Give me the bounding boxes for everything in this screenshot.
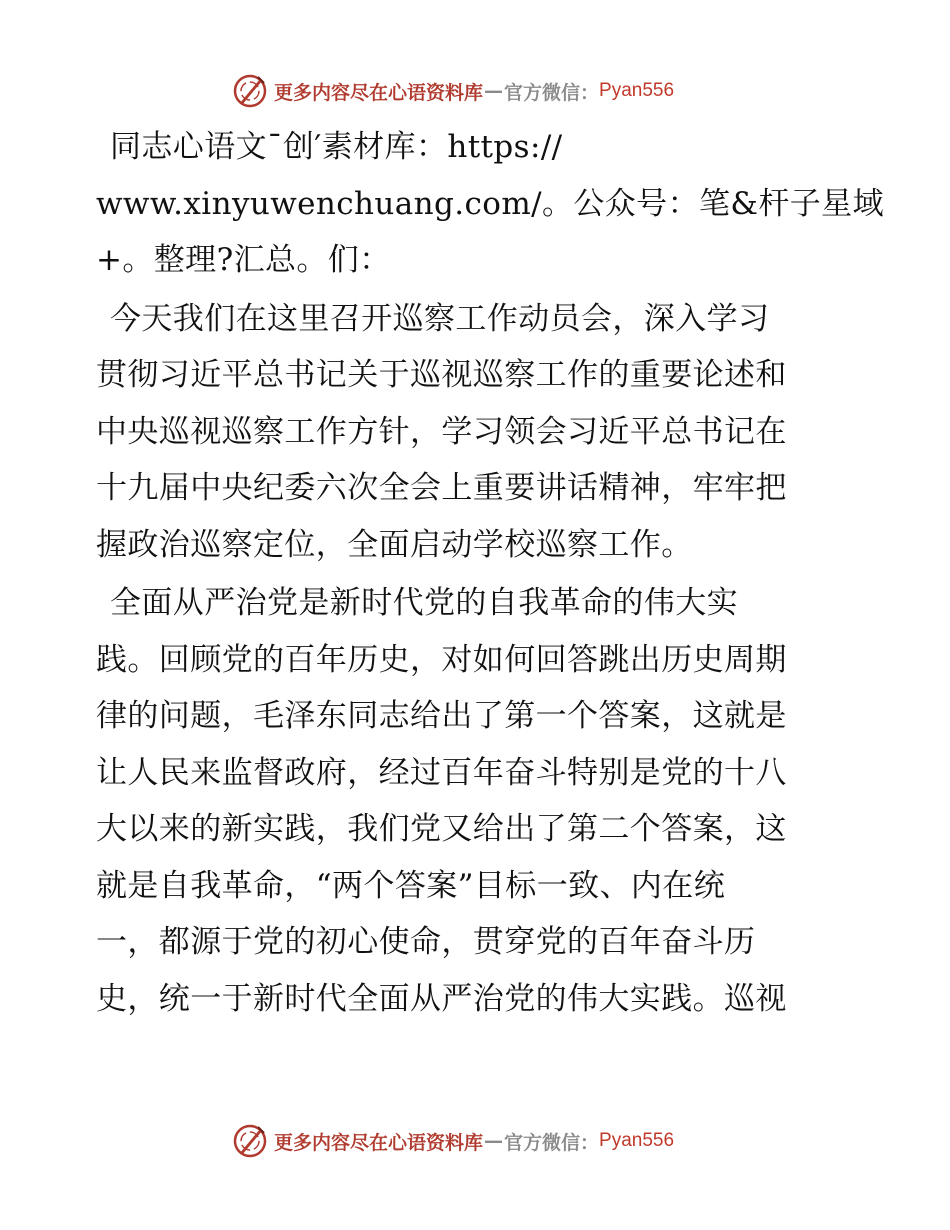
text-line: 大以来的新实践，我们党又给出了第二个答案，这 bbox=[96, 811, 787, 847]
text-line: 今天我们在这里召开巡察工作动员会，深入学习 bbox=[110, 300, 770, 337]
banner-wechat-id: Pyan556 bbox=[599, 80, 675, 101]
banner-text: 更多内容尽在心语资料库 bbox=[274, 1131, 484, 1154]
banner-text: 更多内容尽在心语资料库 bbox=[274, 81, 484, 104]
text-line: 史，统一于新时代全面从严治党的伟大实践。巡视 bbox=[96, 980, 787, 1017]
text-line: 贯彻习近平总书记关于巡视巡察工作的重要论述和 bbox=[96, 357, 787, 393]
text-line: 中央巡视巡察工作方针，学习领会习近平总书记在 bbox=[96, 413, 787, 450]
text-line: 律的问题，毛泽东同志给出了第一个答案，这就是 bbox=[96, 698, 787, 734]
text-line: 握政治巡察定位，全面启动学校巡察工作。 bbox=[96, 526, 693, 563]
document-body bbox=[96, 119, 884, 1029]
banner-separator: — bbox=[484, 1130, 504, 1152]
banner-wechat-label: 官方微信： bbox=[504, 81, 600, 104]
text-line: 同志心语文¯创′素材库：https:// bbox=[110, 129, 563, 165]
paragraph-source-note bbox=[96, 119, 884, 289]
text-line: 十九届中央纪委六次全会上重要讲话精神，牢牢把 bbox=[96, 470, 787, 506]
text-line: 让人民来监督政府，经过百年奋斗特别是党的十八 bbox=[96, 754, 787, 791]
text-line: 践。回顾党的百年历史，对如何回答跳出历史周期 bbox=[96, 641, 787, 678]
banner-separator: — bbox=[484, 80, 504, 102]
banner-wechat-label: 官方微信： bbox=[504, 1131, 600, 1154]
footer-banner bbox=[232, 1121, 674, 1161]
banner-wechat-id: Pyan556 bbox=[599, 1130, 675, 1151]
text-line: 全面从严治党是新时代党的自我革命的伟大实 bbox=[110, 585, 738, 621]
paragraph-opening bbox=[96, 291, 854, 574]
text-line: 一，都源于党的初心使命，贯穿党的百年奋斗历 bbox=[96, 924, 756, 960]
brush-logo-icon bbox=[232, 1123, 268, 1159]
header-banner bbox=[232, 71, 674, 111]
text-line: +。整理?汇总。们： bbox=[96, 242, 391, 278]
text-line: www.xinyuwenchuang.com/。公众号：笔&杆子星域 bbox=[96, 185, 884, 222]
text-line: 就是自我革命，“两个答案”目标一致、内在统 bbox=[96, 867, 726, 904]
paragraph-party-governance bbox=[96, 575, 854, 1027]
brush-logo-icon bbox=[232, 73, 268, 109]
